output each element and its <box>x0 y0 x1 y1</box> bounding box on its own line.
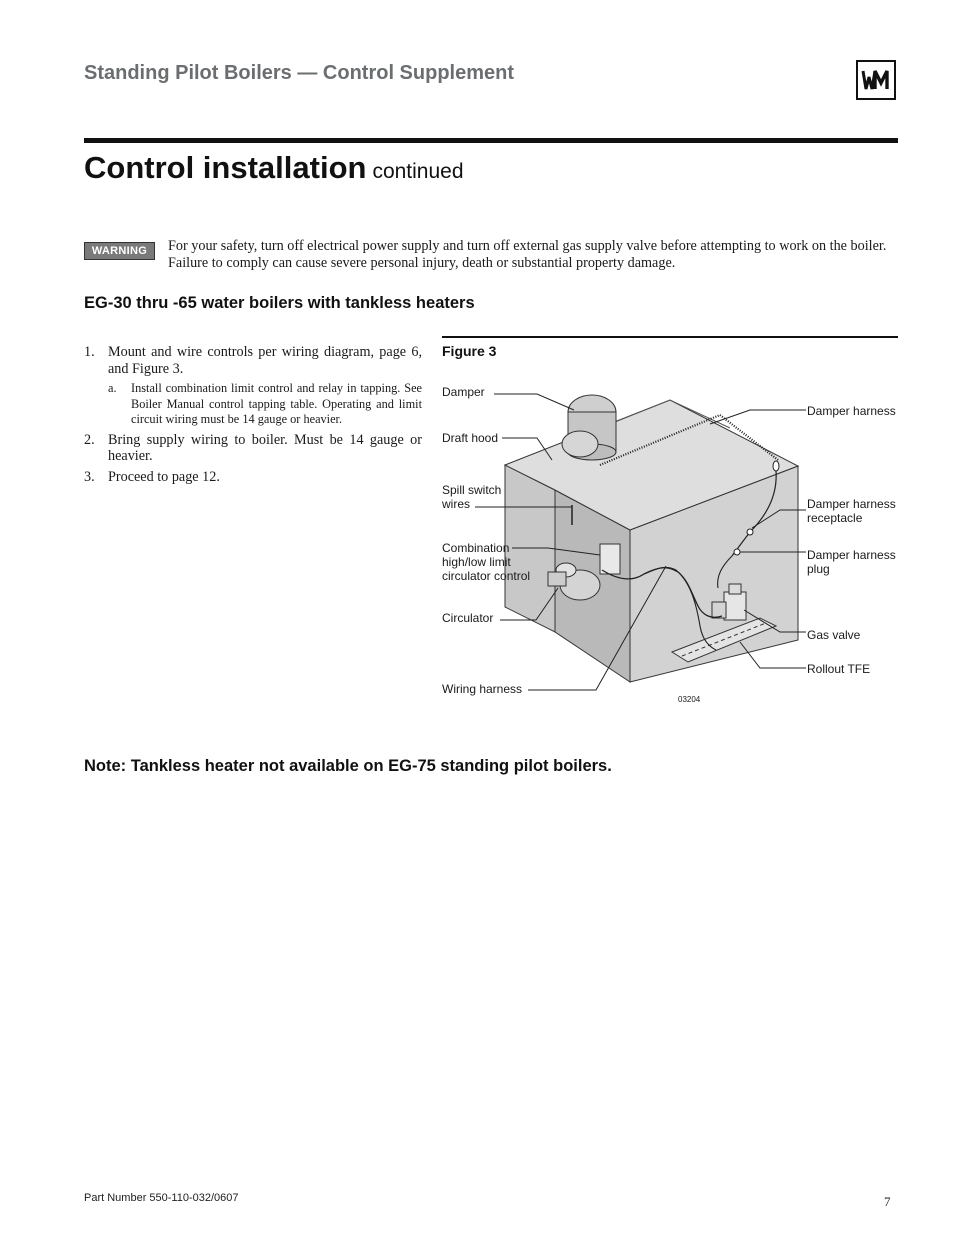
step-number: 2. <box>84 431 95 448</box>
boiler-wiring-figure <box>440 370 900 710</box>
label-rollout-tfe: Rollout TFE <box>807 662 871 676</box>
harness-plug <box>734 549 740 555</box>
substep-letter: a. <box>108 381 117 395</box>
step-text: Mount and wire controls per wiring diagram, page 6, and Figure 3. <box>108 344 422 377</box>
label-plug-line1: Damper harness <box>807 548 896 562</box>
label-receptacle-line2: receptacle <box>807 511 863 525</box>
label-receptacle-line1: Damper harness <box>807 497 896 511</box>
figure-code: 03204 <box>678 695 701 704</box>
step-3 <box>84 469 422 486</box>
leader-damper-harness <box>710 410 806 424</box>
section-heading: EG-30 thru -65 water boilers with tankless heaters <box>84 294 475 312</box>
figure-label: Figure 3 <box>442 343 497 359</box>
label-combination: Combination <box>442 541 510 555</box>
instruction-steps <box>84 344 422 489</box>
gas-valve-body <box>724 592 746 620</box>
step-number: 3. <box>84 468 95 485</box>
leader-damper <box>494 394 574 410</box>
label-wiring-harness: Wiring harness <box>442 682 523 696</box>
step-text: Proceed to page 12. <box>108 468 220 485</box>
label-plug-line2: plug <box>807 562 830 576</box>
gas-valve-top <box>729 584 741 594</box>
gas-valve-inlet <box>712 602 726 618</box>
step-1a <box>84 381 422 428</box>
figure-rule <box>442 336 898 338</box>
label-spill-switch: Spill switch <box>442 483 502 497</box>
label-circulator-control: circulator control <box>442 569 531 583</box>
step-2 <box>84 432 422 465</box>
harness-receptacle <box>747 529 753 535</box>
document-header-title: Standing Pilot Boilers — Control Supplement <box>84 62 515 84</box>
page-number: 7 <box>884 1194 891 1209</box>
label-spill-wires: wires <box>442 497 471 511</box>
label-damper-harness: Damper harness <box>807 404 896 418</box>
warning-badge: WARNING <box>84 242 155 260</box>
circulator-flange <box>548 572 566 586</box>
step-text: Bring supply wiring to boiler. Must be 14 gauge or heavier. <box>108 431 422 464</box>
label-gas-valve: Gas valve <box>807 628 861 642</box>
harness-connector <box>773 461 779 471</box>
title-rule <box>84 138 898 143</box>
substep-text: Install combination limit control and relay in tapping. See Boiler Manual control tapping table. Operating and limit circuit wiring must be 14 gauge or heavier. <box>131 381 422 426</box>
label-limit: high/low limit <box>442 555 511 569</box>
page-title-main: Control installation <box>84 150 367 185</box>
label-damper: Damper <box>442 385 485 399</box>
weil-mclain-logo <box>856 60 896 100</box>
draft-hood-collar <box>562 431 598 457</box>
combination-control <box>600 544 620 574</box>
step-1 <box>84 344 422 377</box>
page-title <box>84 150 464 186</box>
warning-text: For your safety, turn off electrical power supply and turn off external gas supply valve before attempting to work on the boiler. Failure to comply can cause severe personal injury, death or substantial property damage. <box>168 238 887 271</box>
label-draft-hood: Draft hood <box>442 431 499 445</box>
label-circulator: Circulator <box>442 611 494 625</box>
step-number: 1. <box>84 344 95 360</box>
tankless-note: Note: Tankless heater not available on EG-75 standing pilot boilers. <box>84 757 612 775</box>
page-title-suffix: continued <box>372 160 464 183</box>
part-number: Part Number 550-110-032/0607 <box>84 1192 239 1204</box>
